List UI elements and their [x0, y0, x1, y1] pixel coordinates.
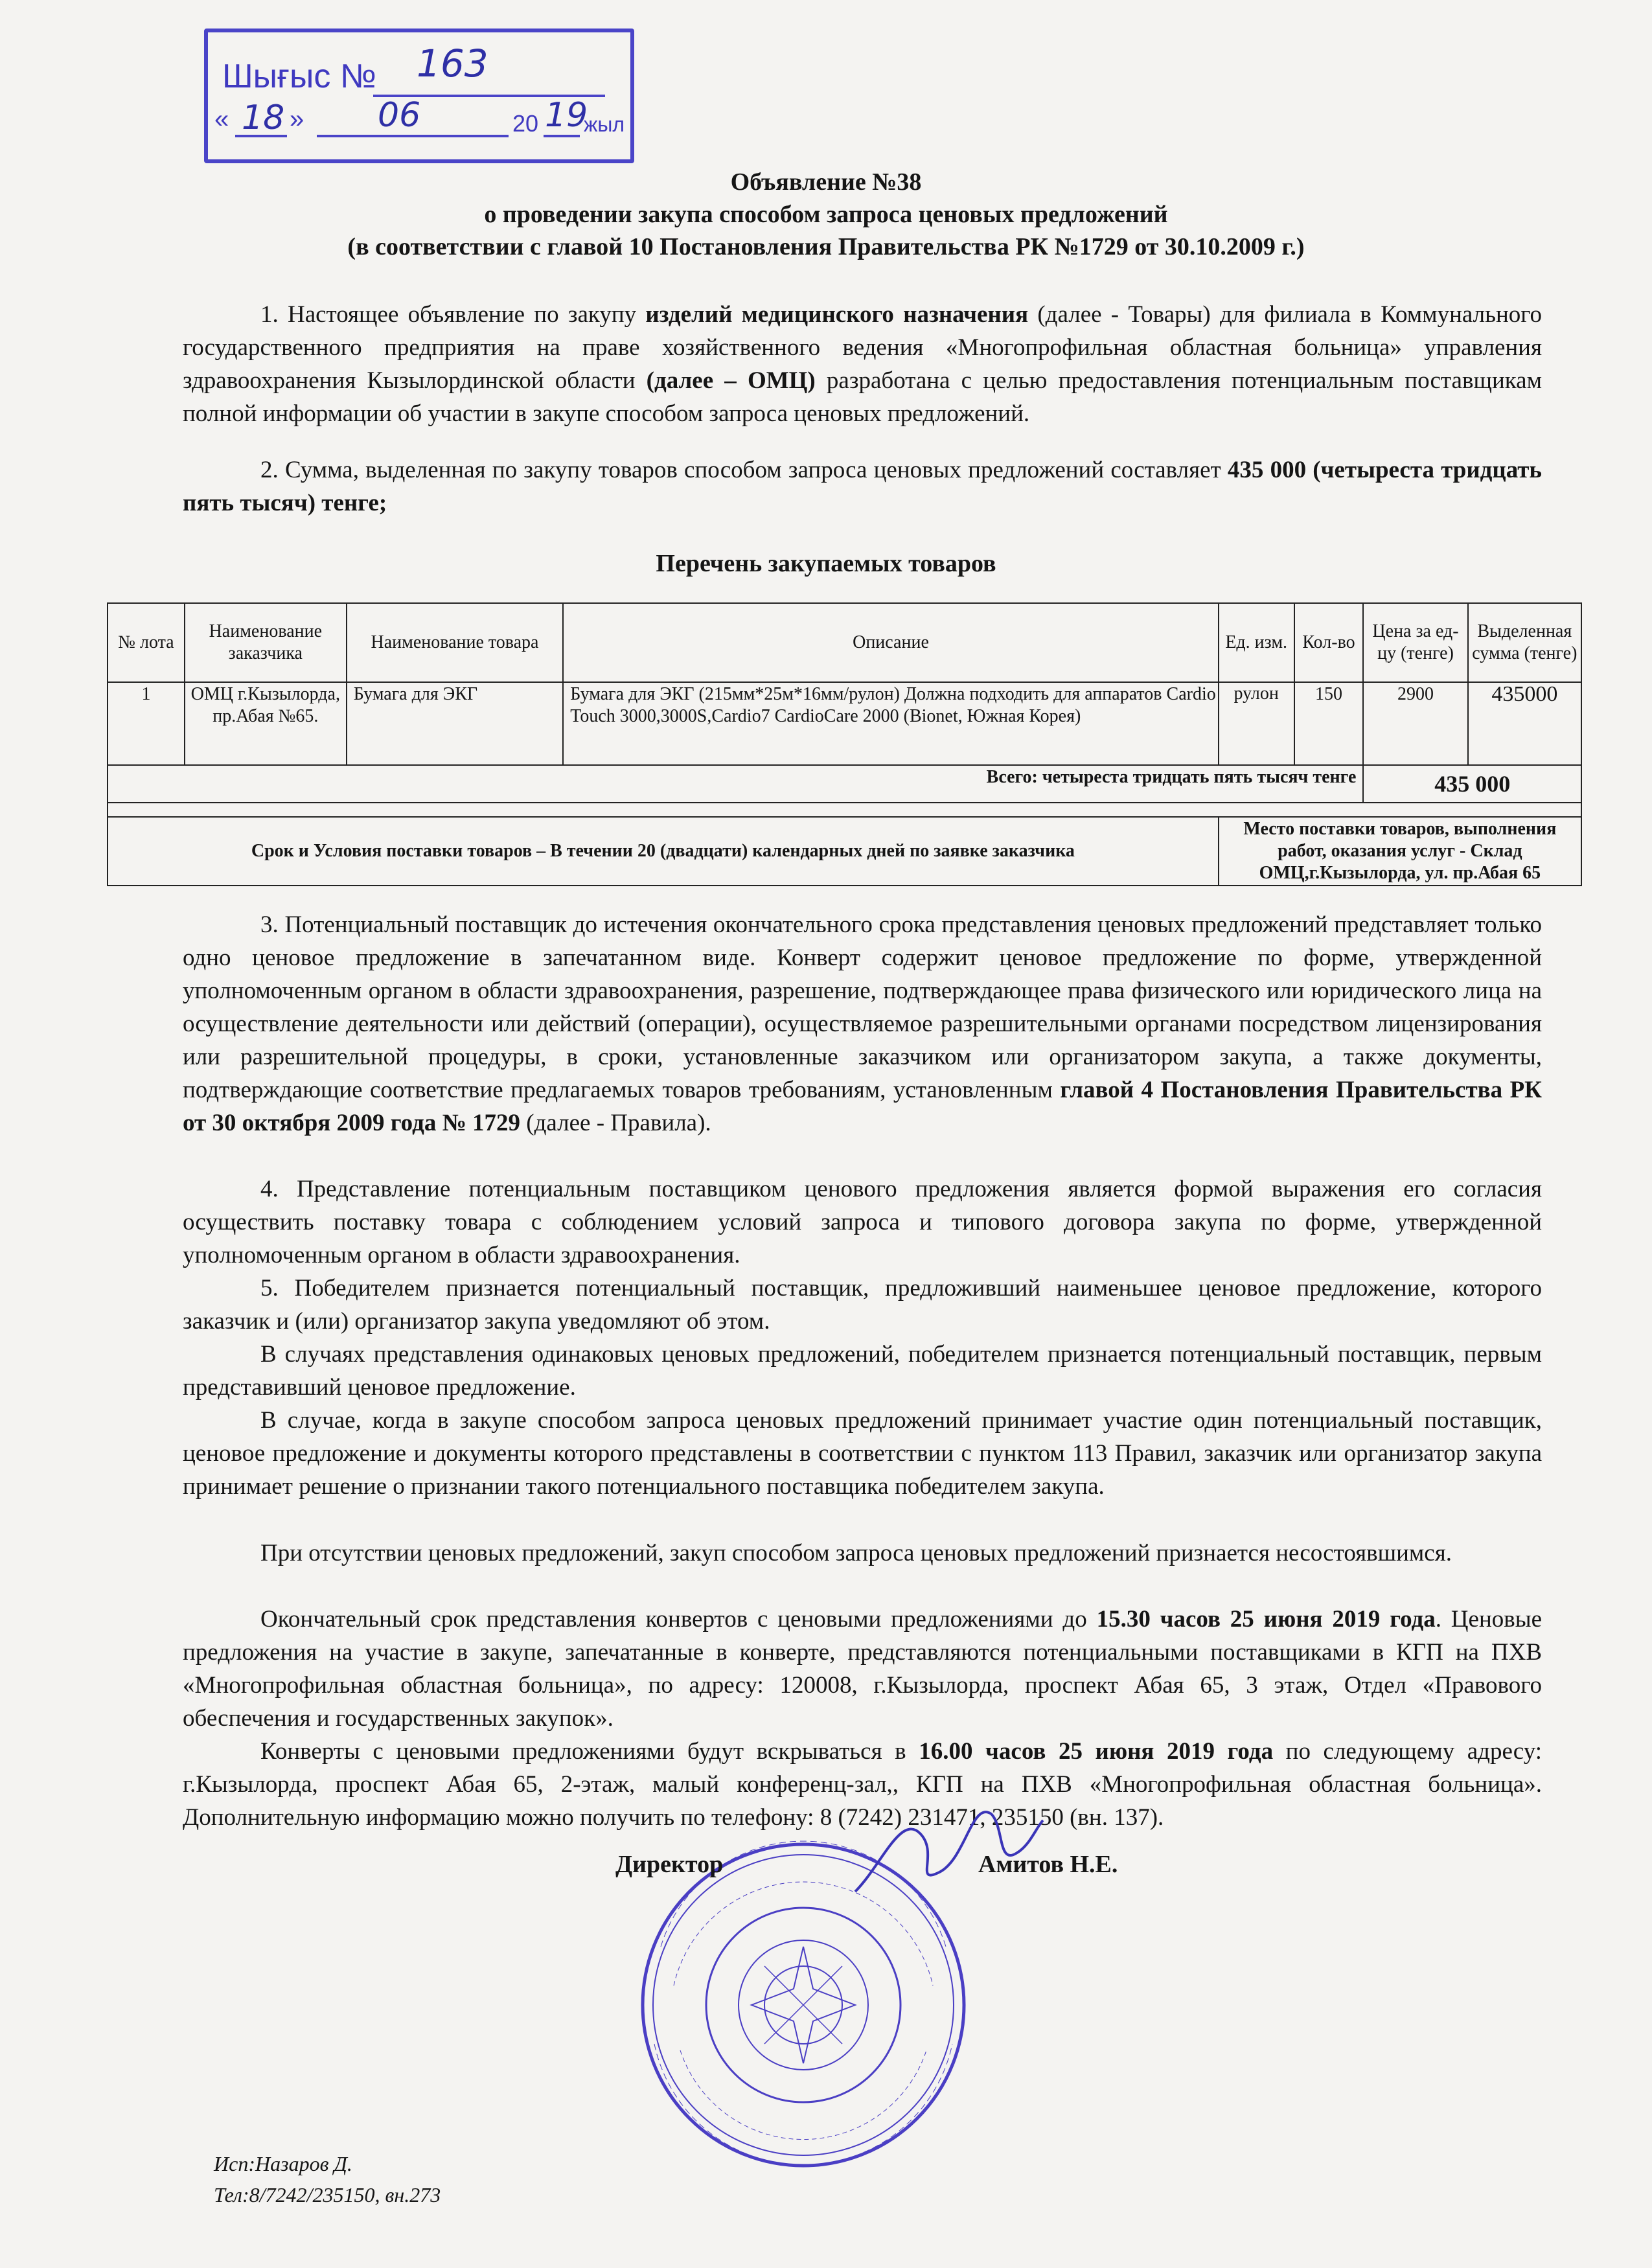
footer-phone: Тел:8/7242/235150, вн.273	[214, 2183, 441, 2206]
document-title: Объявление №38	[730, 168, 922, 196]
cell-description: Бумага для ЭКГ (215мм*25м*16мм/рулон) Должна подходить для аппаратов Cardiо Touch 3000,3000S,Cardio7 CardioCare 2000 (Bionet, Южная Корея)	[563, 682, 1219, 765]
header-unit: Ед. изм.	[1219, 603, 1294, 682]
stamp-month: 06	[378, 96, 421, 135]
stamp-year-suffix: 19	[545, 96, 588, 135]
paragraph-1: 1. Настоящее объявление по закупу изделий медицинского назначения (далее - Товары) для филиала в Коммунального государственного предприятия на праве хозяйственного ведения «Многопрофильная областная больница» управления здравоохранения Кызылординской области (далее – ОМЦ) разработана с целью предоставления потенциальным поставщикам полной информации об участии в закупе способом запроса ценовых предложений.	[183, 301, 1543, 427]
header-customer: Наименование заказчика	[185, 603, 347, 682]
paragraph-10: Конверты с ценовыми предложениями будут вскрываться в 16.00 часов 25 июня 2019 года по следующему адресу: г.Кызылорда, проспект Абая 65, 2-этаж, малый конференц-зал,, КГП на ПХВ «Многопрофильная областная больница». Дополнительную информацию можно получить по телефону: 8 (7242) 231471, 235150 (вн. 137).	[183, 1738, 1543, 1831]
paragraph-3: 3. Потенциальный поставщик до истечения окончательного срока представления ценовых предложений представляет только одно ценовое предложение в запечатанном виде. Конверт содержит ценовое предложение по форме, утвержденной уполномоченным органом в области здравоохранения, разрешение, подтверждающее права физического или юридического лица на осуществление деятельности или действий (операции), осуществляемое разрешительными органами посредством лицензирования или разрешительной процедуры, в сроки, установленные заказчиком или организатором закупа, а также документы, подтверждающие соответствие предлагаемых товаров требованиям, установленным главой 4 Постановления Правительства РК от 30 октября 2009 года № 1729 (далее - Правила).	[183, 911, 1542, 1136]
header-sum: Выделенная сумма (тенге)	[1468, 603, 1581, 682]
stamp-number: 163	[417, 41, 488, 86]
paragraph-9: Окончательный срок представления конвертов с ценовыми предложениями до 15.30 часов 25 июня 2019 года. Ценовые предложения на участие в закупе, запечатанные в конверте, представляются потенциальными поставщиками в КГП на ПХВ «Многопрофильная областная больница», по адресу: 120008, г.Кызылорда, проспект Абая 65, 3 этаж, Отдел «Правового обеспечения и государственных закупок».	[183, 1606, 1542, 1732]
registration-stamp	[204, 29, 634, 163]
header-lot: № лота	[108, 603, 185, 682]
paragraph-6: В случаях представления одинаковых ценовых предложений, победителем признается потенциальный поставщик, первым представивший ценовое предложение.	[183, 1341, 1542, 1401]
director-signature	[842, 1775, 1050, 1905]
cell-customer: ОМЦ г.Кызылорда, пр.Абая №65.	[185, 682, 347, 765]
stamp-year-word: жыл	[584, 113, 625, 136]
header-qty: Кол-во	[1294, 603, 1364, 682]
cell-qty: 150	[1294, 682, 1364, 765]
header-price: Цена за ед-цу (тенге)	[1363, 603, 1467, 682]
table-terms-row	[108, 817, 1581, 886]
table-row	[108, 682, 1581, 765]
footer-contacts	[214, 2148, 441, 2210]
cell-product: Бумага для ЭКГ	[347, 682, 563, 765]
stamp-close-quote: »	[290, 105, 304, 133]
total-label: Всего: четыреста тридцать пять тысяч тенге	[108, 765, 1363, 803]
delivery-terms: Срок и Условия поставки товаров – В течении 20 (двадцати) календарных дней по заявке заказчика	[108, 817, 1219, 886]
header-product: Наименование товара	[347, 603, 563, 682]
paragraph-8: При отсутствии ценовых предложений, закуп способом запроса ценовых предложений признается несостоявшимся.	[260, 1540, 1452, 1566]
footer-executor: Исп:Назаров Д.	[214, 2152, 352, 2175]
delivery-place: Место поставки товаров, выполнения работ, оказания услуг - Склад ОМЦ,г.Кызылорда, ул. пр.Абая 65	[1219, 817, 1581, 886]
paragraph-5: 5. Победителем признается потенциальный поставщик, предложивший наименьшее ценовое предложение, которого заказчик и (или) организатор закупа уведомляют об этом.	[183, 1275, 1542, 1334]
total-value: 435 000	[1363, 765, 1581, 803]
document-header	[0, 166, 1652, 263]
document-subtitle-ref: (в соответствии с главой 10 Постановления Правительства РК №1729 от 30.10.2009 г.)	[347, 233, 1305, 260]
cell-unit: рулон	[1219, 682, 1294, 765]
paragraph-7: В случае, когда в закупе способом запроса ценовых предложений принимает участие один потенциальный поставщик, ценовое предложение и документы которого представлены в соответствии с пунктом 113 Правил, заказчик или организатор закупа принимает решение о признании такого потенциального поставщика победителем закупа.	[183, 1407, 1542, 1500]
cell-sum: 435000	[1468, 682, 1581, 765]
stamp-day: 18	[242, 98, 285, 137]
cell-lot: 1	[108, 682, 185, 765]
cell-price: 2900	[1363, 682, 1467, 765]
table-header-row	[108, 603, 1581, 682]
stamp-year-prefix: 20	[512, 110, 539, 137]
stamp-label: Шығыс №	[222, 58, 376, 95]
document-subtitle: о проведении закупа способом запроса ценовых предложений	[484, 201, 1168, 228]
paragraph-4: 4. Представление потенциальным поставщиком ценового предложения является формой выражения его согласия осуществить поставку товара с соблюдением условий запроса и типового договора закупа по форме, утвержденной уполномоченным органом в области здравоохранения.	[183, 1176, 1542, 1268]
items-list-title: Перечень закупаемых товаров	[656, 550, 996, 577]
table-total-row	[108, 765, 1581, 803]
header-description: Описание	[563, 603, 1219, 682]
signature-name: Амитов Н.Е.	[978, 1851, 1118, 1878]
items-table	[107, 602, 1582, 886]
signature-title: Директор	[615, 1851, 724, 1878]
paragraph-2: 2. Сумма, выделенная по закупу товаров способом запроса ценовых предложений составляет 435 000 (четыреста тридцать пять тысяч) тенге;	[183, 457, 1542, 516]
stamp-open-quote: «	[214, 105, 229, 133]
